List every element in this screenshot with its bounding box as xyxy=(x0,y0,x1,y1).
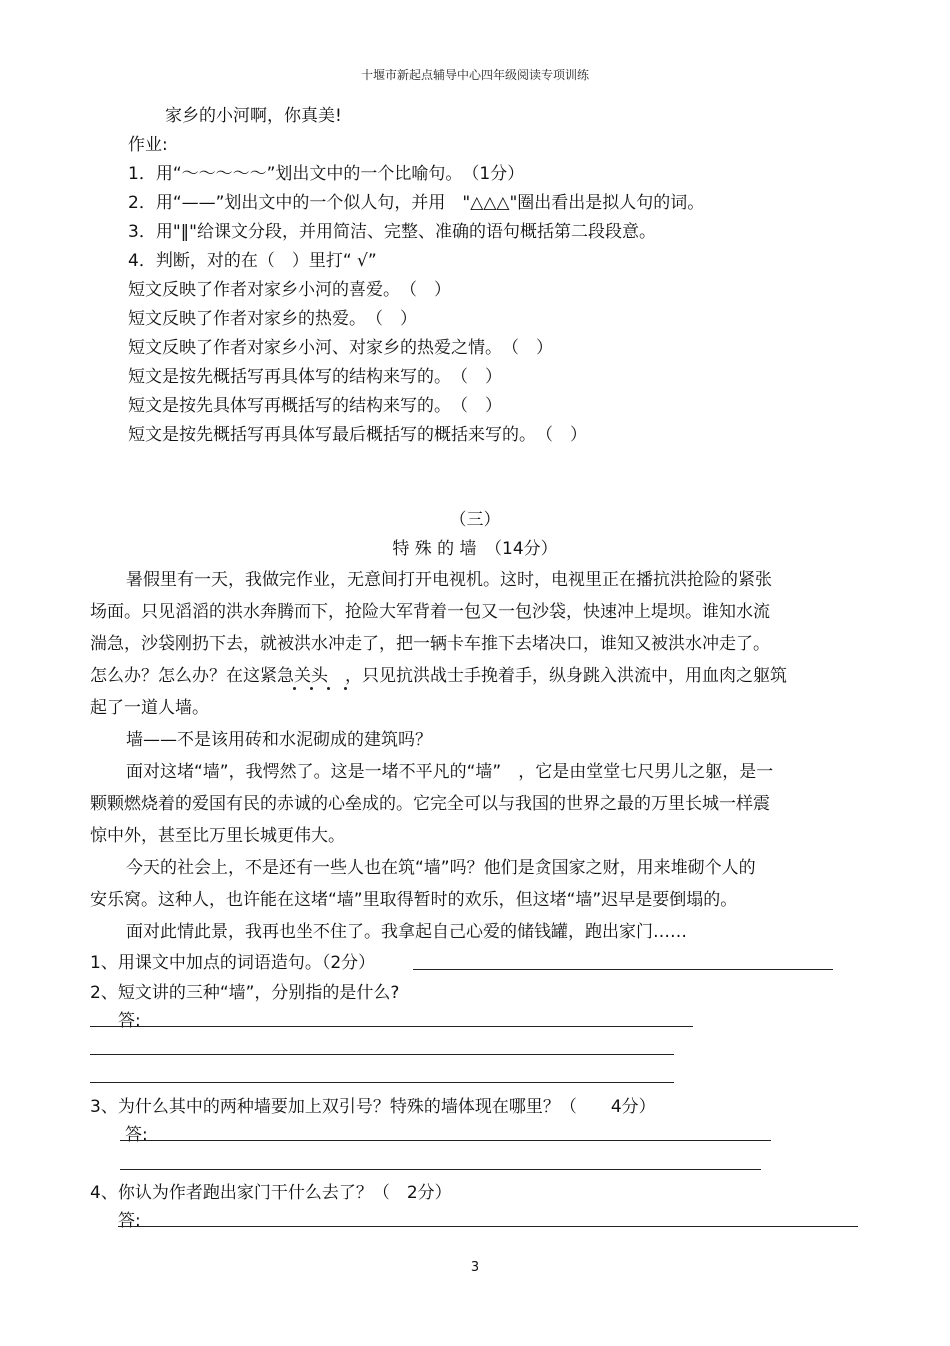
passage-line: 场面。只见滔滔的洪水奔腾而下，抢险大军背着一包又一包沙袋，快速冲上堤坝。谁知水流 xyxy=(90,602,770,622)
passage-line: 怎么办？怎么办？在这紧急关头 ，只见抗洪战士手挽着手，纵身跳入洪流中，用血肉之躯筑 xyxy=(90,666,787,686)
emphasis-dot xyxy=(293,687,296,690)
passage-line: 安乐窝。这种人，也许能在这堵“墙”里取得暂时的欢乐，但这堵“墙”迟早是要倒塌的。 xyxy=(90,890,738,910)
page-header: 十堰市新起点辅导中心四年级阅读专项训练 xyxy=(360,68,589,82)
judgment-item: 短文反映了作者对家乡小河的喜爱。 （ ） xyxy=(128,280,451,300)
answer-label-q3: 答: xyxy=(125,1125,148,1145)
homework-item: 3．用"‖"给课文分段，并用简洁、完整、准确的语句概括第二段段意。 xyxy=(128,222,656,242)
emphasis-dot xyxy=(327,687,330,690)
emphasis-dot xyxy=(310,687,313,690)
page-number: 3 xyxy=(470,1260,480,1275)
homework-item: 1．用“～～～～～”划出文中的一个比喻句。 （1分） xyxy=(128,164,525,184)
passage-line: 起了一道人墙。 xyxy=(90,698,209,718)
emphasis-dot xyxy=(344,687,347,690)
answer-label-q4: 答: xyxy=(118,1211,141,1231)
section-title: 特 殊 的 墙 （14分） xyxy=(392,539,558,559)
answer-line-q3[interactable] xyxy=(120,1140,771,1141)
passage-line: 暑假里有一天，我做完作业，无意间打开电视机。这时，电视里正在播抗洪抢险的紧张 xyxy=(126,570,772,590)
answer-line-q1[interactable] xyxy=(413,969,833,970)
homework-item: 2．用“——”划出文中的一个似人句，并用 "△△△"圈出看出是拟人句的词。 xyxy=(128,193,705,213)
question-2: 2、短文讲的三种“墙”，分别指的是什么? xyxy=(90,983,400,1003)
judgment-item: 短文反映了作者对家乡小河、对家乡的热爱之情。 （ ） xyxy=(128,338,553,358)
section-number: （三） xyxy=(449,510,501,530)
homework-item: 4．判断，对的在（ ）里打“ √” xyxy=(128,251,377,271)
judgment-item: 短文是按先具体写再概括写的结构来写的。 （ ） xyxy=(128,396,502,416)
passage-line: 惊中外，甚至比万里长城更伟大。 xyxy=(90,826,345,846)
question-3: 3、为什么其中的两种墙要加上双引号？特殊的墙体现在哪里？（ 4分） xyxy=(90,1097,656,1117)
answer-line-q2[interactable] xyxy=(90,1026,693,1027)
answer-label-q2: 答: xyxy=(118,1011,141,1031)
closing-line: 家乡的小河啊，你真美! xyxy=(165,106,342,126)
passage-line: 面对此情此景，我再也坐不住了。我拿起自己心爱的储钱罐，跑出家门…… xyxy=(126,922,687,942)
judgment-item: 短文是按先概括写再具体写最后概括写的概括来写的。 （ ） xyxy=(128,425,587,445)
homework-label: 作业: xyxy=(128,135,168,155)
question-1: 1、用课文中加点的词语造句。（2分） xyxy=(90,953,376,973)
passage-line: 颗颗燃烧着的爱国有民的赤诚的心垒成的。它完全可以与我国的世界之最的万里长城一样震 xyxy=(90,794,770,814)
question-4: 4、你认为作者跑出家门干什么去了？（ 2分） xyxy=(90,1183,452,1203)
answer-line-q3[interactable] xyxy=(120,1169,761,1170)
passage-line: 今天的社会上，不是还有一些人也在筑“墙”吗？他们是贪国家之财，用来堆砌个人的 xyxy=(126,858,756,878)
passage-line: 面对这堵“墙”，我愕然了。这是一堵不平凡的“墙” ，它是由堂堂七尺男儿之躯，是一 xyxy=(126,762,774,782)
answer-line-q2[interactable] xyxy=(90,1054,674,1055)
passage-line: 湍急，沙袋刚扔下去，就被洪水冲走了，把一辆卡车推下去堵决口，谁知又被洪水冲走了。 xyxy=(90,634,770,654)
judgment-item: 短文反映了作者对家乡的热爱。 （ ） xyxy=(128,309,417,329)
passage-line: 墙——不是该用砖和水泥砌成的建筑吗？ xyxy=(126,730,432,750)
answer-line-q2[interactable] xyxy=(90,1082,674,1083)
judgment-item: 短文是按先概括写再具体写的结构来写的。 （ ） xyxy=(128,367,502,387)
answer-line-q4[interactable] xyxy=(118,1226,858,1227)
